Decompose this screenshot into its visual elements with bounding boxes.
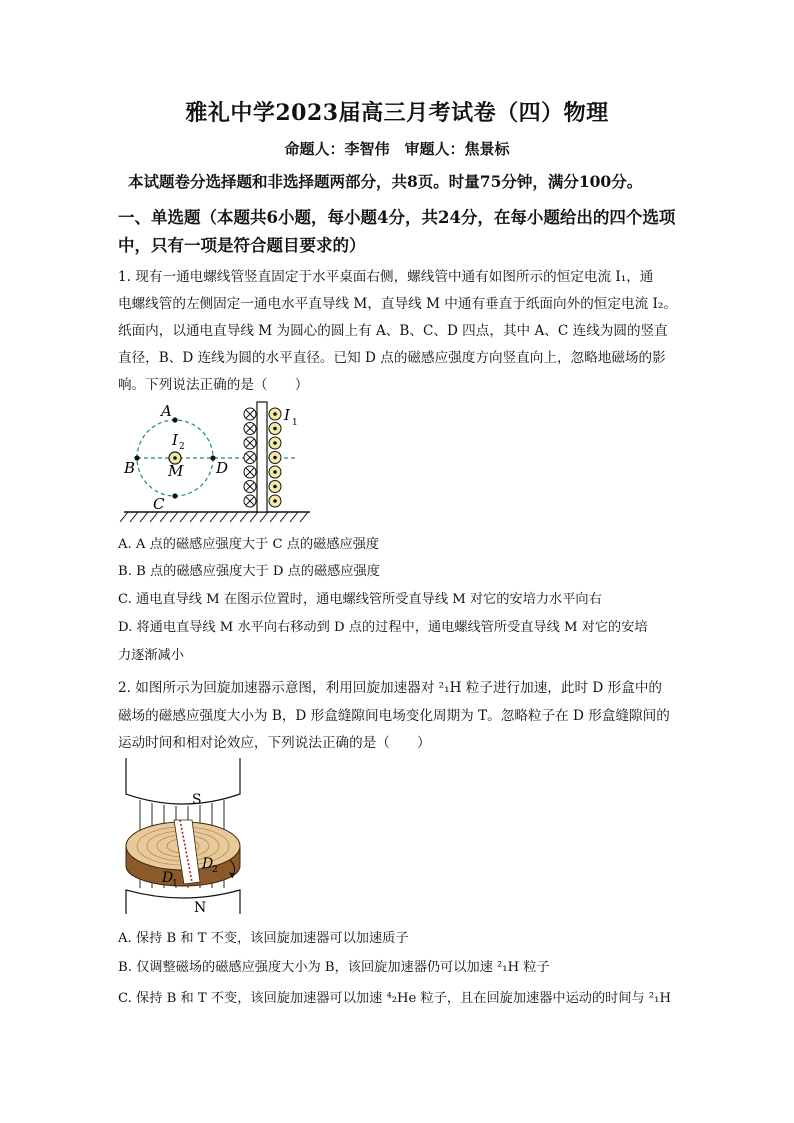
label-C: C (153, 495, 165, 513)
point-D (210, 455, 215, 460)
authors-line: 命题人：李智伟 审题人：焦景标 (284, 140, 510, 158)
section-heading-line-1: 一、单选题（本题共6小题，每小题4分，共24分，在每小题给出的四个选项 (118, 208, 676, 227)
coil-into-page-symbol (244, 408, 256, 420)
label-B: B (124, 459, 136, 477)
label-S: S (192, 792, 202, 808)
q1-figure-solenoid-wire (118, 398, 318, 526)
q2-line-2: 磁场的磁感应强度大小为 B，D 形盒缝隙间电场变化周期为 T。忽略粒子在 D 形盒缝隙间的 (118, 708, 670, 724)
coil-into-page-symbol (244, 466, 256, 478)
q2-option-b: B. 仅调整磁场的磁感应强度大小为 B，该回旋加速器仍可以加速 ²₁H 粒子 (118, 960, 550, 975)
q2-figure-cyclotron (118, 756, 248, 916)
page-title: 雅礼中学2023届高三月考试卷（四）物理 (185, 100, 609, 126)
solenoid-right-column (269, 408, 281, 507)
coil-out-of-page-symbol (269, 481, 281, 493)
label-D1: D (162, 870, 174, 886)
q2-option-a: A. 保持 B 和 T 不变，该回旋加速器可以加速质子 (118, 931, 409, 946)
point-A (172, 417, 177, 422)
magnet-pole-bottom (126, 890, 240, 914)
coil-into-page-symbol (244, 481, 256, 493)
label-D1-sub: 1 (172, 879, 178, 889)
coil-into-page-symbol (244, 423, 256, 435)
q2-option-c: C. 保持 B 和 T 不变，该回旋加速器可以加速 ⁴₂He 粒子，且在回旋加速器中运动的时间与 ²₁H (118, 991, 671, 1006)
q1-line-1: 1. 现有一通电螺线管竖直固定于水平桌面右侧，螺线管中通有如图所示的恒定电流 I₁，通 (118, 269, 654, 285)
magnet-pole-top (126, 758, 240, 804)
coil-into-page-symbol (244, 437, 256, 449)
label-N: N (194, 900, 207, 916)
label-I1: I (284, 406, 290, 424)
label-D: D (216, 459, 229, 477)
coil-out-of-page-symbol (269, 466, 281, 478)
q2-line-3: 运动时间和相对论效应，下列说法正确的是（ ） (118, 735, 431, 751)
solenoid-left-column (244, 408, 256, 507)
q1-line-3: 纸面内，以通电直导线 M 为圆心的圆上有 A、B、C、D 四点，其中 A、C 连线为圆的竖直 (118, 323, 668, 339)
label-I2: I (172, 431, 178, 449)
label-D2: D (202, 856, 214, 872)
label-M: M (168, 462, 184, 480)
label-D2-sub: 2 (212, 865, 218, 875)
point-C (172, 493, 177, 498)
q1-line-5: 响。下列说法正确的是（ ） (118, 377, 309, 393)
q1-option-b: B. B 点的磁感应强度大于 D 点的磁感应强度 (118, 564, 380, 579)
q1-option-c: C. 通电直导线 M 在图示位置时，通电螺线管所受直导线 M 对它的安培力水平向右 (118, 592, 602, 607)
coil-out-of-page-symbol (269, 452, 281, 464)
coil-into-page-symbol (244, 495, 256, 507)
coil-out-of-page-symbol (269, 408, 281, 420)
point-B (134, 455, 139, 460)
coil-out-of-page-symbol (269, 495, 281, 507)
q1-option-a: A. A 点的磁感应强度大于 C 点的磁感应强度 (118, 537, 380, 552)
coil-into-page-symbol (244, 452, 256, 464)
label-I2-sub: 2 (179, 442, 185, 452)
section-heading-line-2: 中，只有一项是符合题目要求的） (118, 236, 366, 255)
q1-option-d-line-1: D. 将通电直导线 M 水平向右移动到 D 点的过程中，通电螺线管所受直导线 M 对它的安培 (118, 620, 648, 635)
label-A: A (161, 402, 172, 420)
coil-out-of-page-symbol (269, 437, 281, 449)
solenoid-core (257, 402, 267, 512)
intro-text: 本试题卷分选择题和非选择题两部分，共8页。时量75分钟，满分100分。 (128, 172, 643, 191)
q1-line-4: 直径，B、D 连线为圆的水平直径。已知 D 点的磁感应强度方向竖直向上，忽略地磁场的影 (118, 350, 666, 366)
q2-line-1: 2. 如图所示为回旋加速器示意图，利用回旋加速器对 ²₁H 粒子进行加速，此时 D 形盒中的 (118, 680, 663, 696)
coil-out-of-page-symbol (269, 423, 281, 435)
q1-line-2: 电螺线管的左侧固定一通电水平直导线 M，直导线 M 中通有垂直于纸面向外的恒定电流 I₂。 (118, 296, 677, 312)
label-I1-sub: 1 (292, 418, 298, 428)
q1-option-d-line-2: 力逐渐减小 (118, 648, 184, 663)
